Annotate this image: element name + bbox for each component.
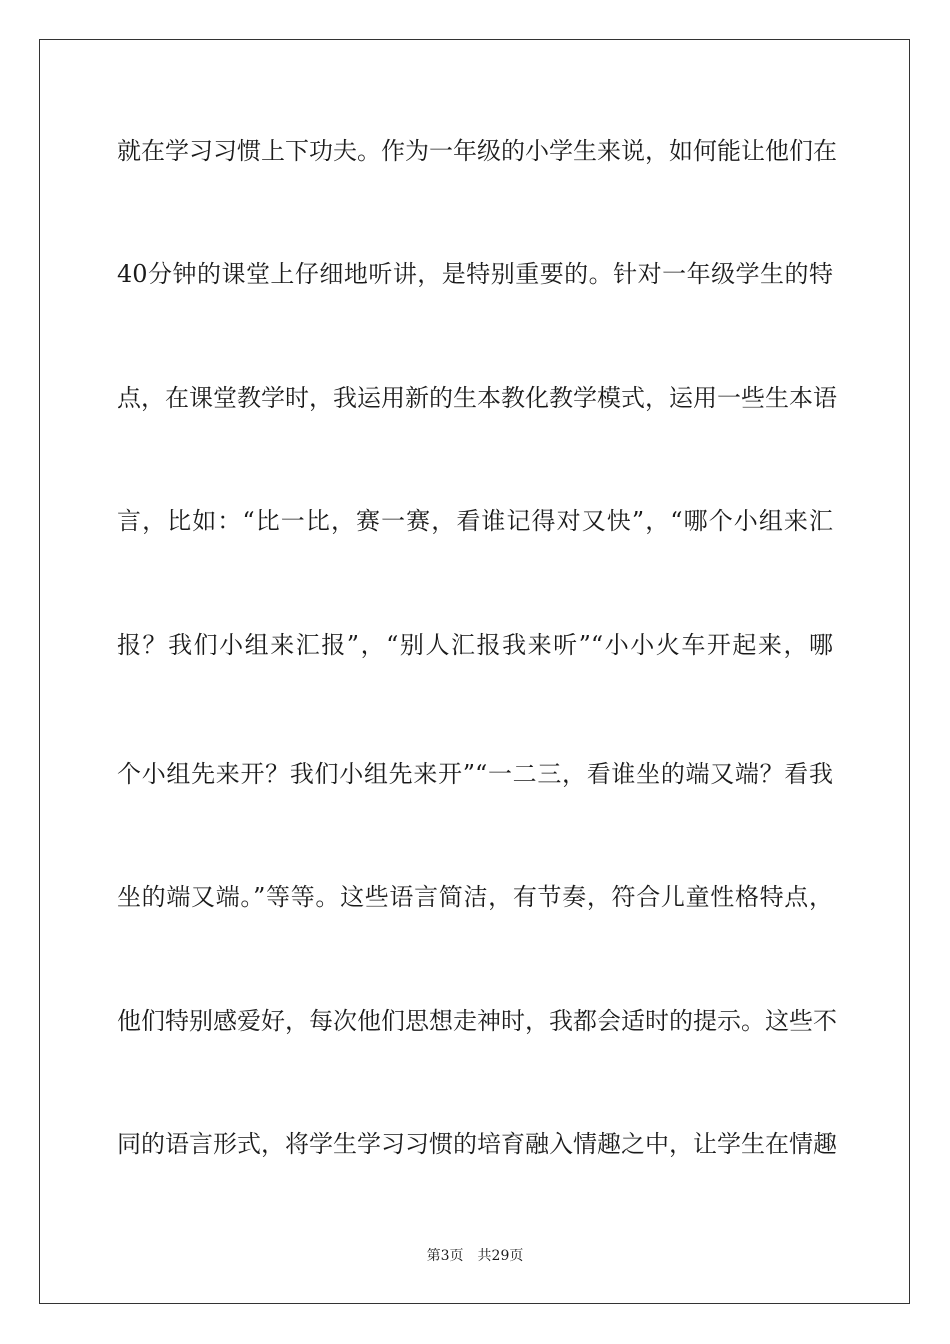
text-line-4: 言，比如：“比一比，赛一赛，看谁记得对又快”，“哪个小组来汇 (117, 507, 833, 535)
text-line-5: 报？我们小组来汇报”，“别人汇报我来听”“小小火车开起来，哪 (117, 631, 833, 659)
text-line-1: 就在学习习惯上下功夫。作为一年级的小学生来说，如何能让他们在 (117, 137, 837, 165)
text-line-2: 40分钟的课堂上仔细地听讲，是特别重要的。针对一年级学生的特 (117, 260, 833, 288)
text-line-3: 点，在课堂教学时，我运用新的生本教化教学模式，运用一些生本语 (117, 384, 837, 412)
text-line-6: 个小组先来开？我们小组先来开”“一二三，看谁坐的端又端？看我 (117, 760, 833, 788)
text-line-7: 坐的端又端。”等等。这些语言简洁，有节奏，符合儿童性格特点， (117, 883, 833, 911)
page-footer (0, 1246, 950, 1266)
text-line-9: 同的语言形式，将学生学习习惯的培育融入情趣之中，让学生在情趣 (117, 1130, 837, 1158)
page-total: 共29页 (477, 1248, 524, 1264)
page-number: 第3页 (426, 1248, 464, 1264)
page-border (39, 39, 910, 1304)
text-line-8: 他们特别感爱好，每次他们思想走神时，我都会适时的提示。这些不 (117, 1007, 837, 1035)
